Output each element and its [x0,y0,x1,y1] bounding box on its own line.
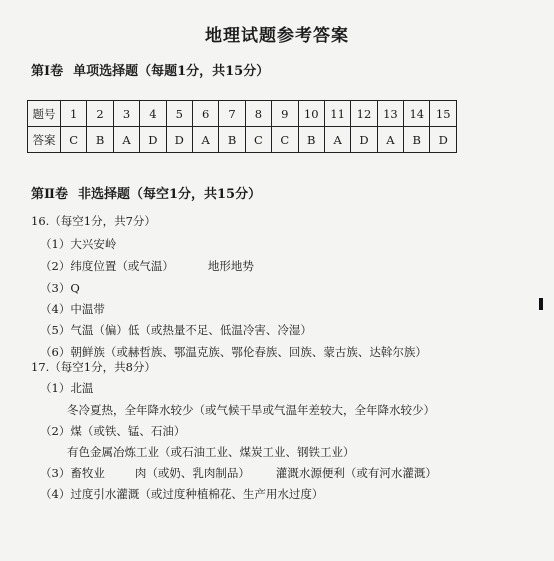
part2-heading [31,183,261,202]
question-number-cell: 9 [272,101,298,127]
q17-answer-4: （4）过度引水灌溉（或过度种植棉花、生产用水过度） [40,487,324,501]
answer-cell: D [430,127,457,153]
answer-cell: C [272,127,298,153]
row-header-number: 题号 [28,101,61,127]
answer-cell: D [351,127,377,153]
q16-answer-6: （6）朝鲜族（或赫哲族、鄂温克族、鄂伦春族、回族、蒙古族、达斡尔族） [40,345,427,359]
q17-answer-1: （1）北温 [40,381,94,395]
question-number-cell: 2 [87,101,113,127]
answer-cell: C [245,127,271,153]
q17-answer-3 [40,465,437,481]
q16-head: 16.（每空1分，共7分） [31,214,156,228]
answer-table [27,100,457,153]
answer-cell: B [87,127,113,153]
q17-answer-2b: 有色金属冶炼工业（或石油工业、煤炭工业、钢铁工业） [67,445,355,459]
scan-edge-mark [539,298,543,310]
answer-cell: A [377,127,403,153]
question-number-cell: 5 [166,101,192,127]
question-number-cell: 4 [140,101,166,127]
answer-cell: A [324,127,350,153]
question-number-cell: 13 [377,101,403,127]
part2-label: 第Ⅱ卷 [31,187,68,202]
answer-cell: B [219,127,245,153]
q17-answer-3c: 灌溉水源便利（或有河水灌溉） [275,466,437,480]
q16-answer-2b: 地形地势 [207,259,254,273]
question-number-cell: 6 [192,101,218,127]
q17-answer-2: （2）煤（或铁、锰、石油） [40,424,186,438]
q16-answer-2a: （2）纬度位置（或气温） [40,259,174,273]
part2-heading-text: 非选择题（每空1分，共15分） [77,187,262,202]
row-header-answer: 答案 [28,127,61,153]
part1-heading-text: 单项选择题（每题1分，共15分） [73,64,270,79]
question-number-cell: 1 [61,101,87,127]
answer-cell: D [140,127,166,153]
q17-answer-1b: 冬冷夏热，全年降水较少（或气候干旱或气温年差较大，全年降水较少） [67,403,435,417]
question-number-cell: 12 [351,101,377,127]
q16-answer-5: （5）气温（偏）低（或热量不足、低温冷害、冷湿） [40,323,312,337]
answer-cell: A [192,127,218,153]
question-number-cell: 15 [430,101,457,127]
q16-answer-3: （3）Q [40,281,80,295]
question-number-cell: 11 [324,101,350,127]
part1-heading [31,60,269,79]
q16-answer-2 [40,258,254,274]
question-number-cell: 8 [245,101,271,127]
question-number-cell: 7 [219,101,245,127]
question-number-cell: 3 [113,101,139,127]
q16-answer-1: （1）大兴安岭 [40,237,117,251]
page-title: 地理试题参考答案 [205,26,349,46]
q17-answer-3a: （3）畜牧业 [40,466,105,480]
answer-row [28,127,457,153]
answer-cell: B [404,127,430,153]
part1-label: 第Ⅰ卷 [31,64,64,79]
answer-cell: D [166,127,192,153]
q17-head: 17.（每空1分，共8分） [31,360,156,374]
answer-cell: C [61,127,87,153]
question-number-cell: 14 [404,101,430,127]
answer-cell: B [298,127,324,153]
question-number-cell: 10 [298,101,324,127]
q17-answer-3b: 肉（或奶、乳肉制品） [134,466,250,480]
q16-answer-4: （4）中温带 [40,302,105,316]
number-row [28,101,457,127]
answer-cell: A [113,127,139,153]
